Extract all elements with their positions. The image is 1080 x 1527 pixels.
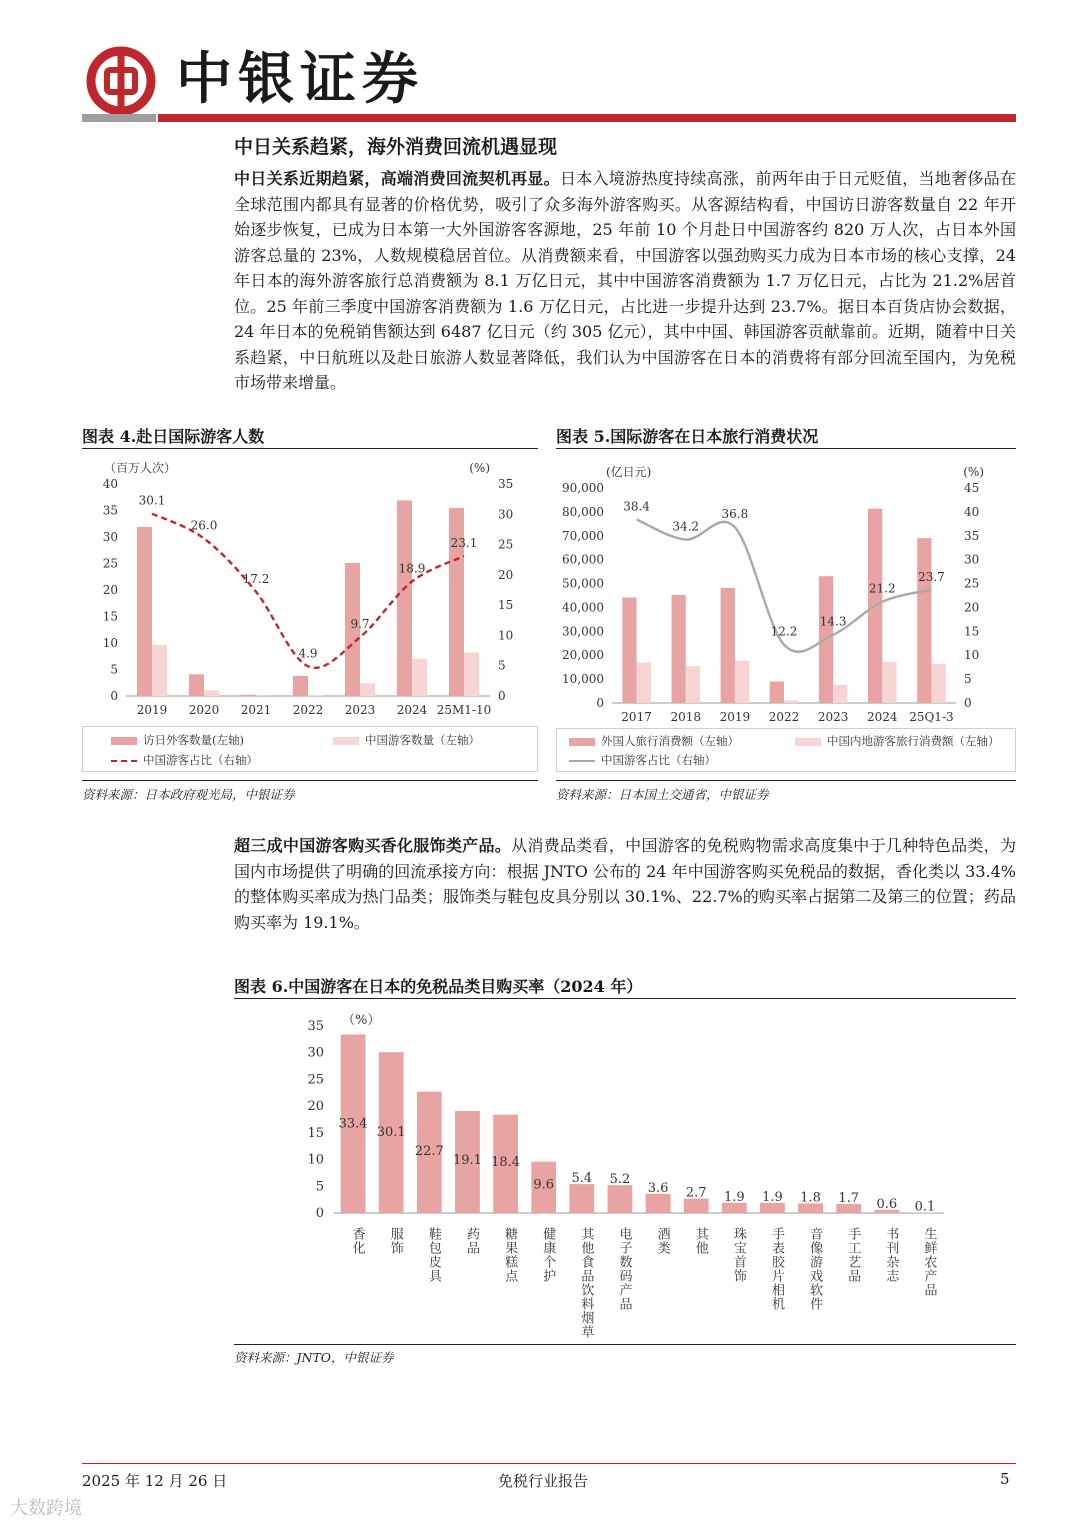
y-tick-right-label: 0 bbox=[498, 689, 506, 703]
y-tick-left-label: 0 bbox=[110, 689, 118, 703]
bar-7 bbox=[608, 1185, 633, 1213]
share-data-label: 14.3 bbox=[819, 614, 847, 629]
footer-title: 免税行业报告 bbox=[498, 1472, 589, 1490]
y-tick-right-label: 35 bbox=[964, 528, 980, 543]
bar-data-label: 1.9 bbox=[723, 1189, 745, 1205]
x-tick-label: 2023 bbox=[344, 703, 376, 717]
paragraph-2-body: 从消费品类看，中国游客的免税购物需求高度集中于几种特色品类，为国内市场提供了明确的回流承接方向：根据 JNTO 公布的 24 年中国游客购买免税品的数据，香化类以 33.4%的整体购买率成为热门品类；服饰类与鞋包皮具分别以 30.1%、22.7%的购买率占据第二及第三的位置；药品购买率为 19.1%。 bbox=[234, 836, 1016, 932]
bar-total-2 bbox=[241, 695, 256, 696]
y-tick-left-label: 5 bbox=[110, 662, 118, 677]
footer-date: 2025 年 12 月 26 日 bbox=[82, 1472, 228, 1490]
bar-china-2 bbox=[735, 661, 749, 703]
bar-8 bbox=[646, 1194, 671, 1213]
y-tick-right-label: 5 bbox=[498, 658, 506, 673]
y-tick-left-label: 25 bbox=[102, 556, 118, 571]
x-tick-label: 25Q1-3 bbox=[909, 710, 954, 724]
y-tick-left-label: 50,000 bbox=[562, 576, 604, 591]
y-tick-right-label: 30 bbox=[964, 552, 980, 567]
bar-data-label: 5.4 bbox=[571, 1171, 593, 1187]
y-tick-label: 15 bbox=[307, 1125, 324, 1141]
y-tick-right-label: 0 bbox=[964, 696, 972, 710]
fig4-legend-swatch-total bbox=[111, 737, 137, 745]
y-tick-left-label: 40,000 bbox=[562, 600, 604, 615]
fig5-legend-item-china: 中国内地游客旅行消费额（左轴） bbox=[795, 733, 1000, 749]
bank-of-china-logo bbox=[86, 46, 156, 116]
y-tick-left-label: 90,000 bbox=[562, 481, 604, 495]
y-tick-right-label: 15 bbox=[964, 624, 980, 639]
share-data-label: 23.7 bbox=[918, 569, 945, 584]
x-tick-label: 2024 bbox=[396, 703, 428, 717]
y-tick-left-label: 20 bbox=[102, 583, 118, 597]
x-tick-label: 2019 bbox=[719, 710, 751, 724]
x-category-label: 生鲜农产品 bbox=[921, 1227, 937, 1297]
x-tick-label: 2022 bbox=[768, 710, 800, 724]
y-tick-left-label: 0 bbox=[596, 696, 604, 710]
share-data-label: 26.0 bbox=[190, 518, 218, 533]
y-tick-left-label: 30 bbox=[102, 530, 118, 544]
bar-total-1 bbox=[672, 595, 686, 703]
x-category-label: 糖果糕点 bbox=[502, 1227, 518, 1283]
bar-china-1 bbox=[204, 690, 219, 696]
fig4-bottom-rule bbox=[82, 780, 538, 781]
bar-data-label: 5.2 bbox=[609, 1172, 631, 1188]
x-category-label: 其他 bbox=[692, 1227, 708, 1255]
y-tick-left-label: 40 bbox=[102, 477, 118, 491]
y-tick-right-label: 20 bbox=[964, 600, 980, 615]
x-category-label: 酒类 bbox=[654, 1227, 670, 1255]
x-category-label: 珠宝首饰 bbox=[730, 1227, 746, 1283]
company-name: 中银证券 bbox=[176, 46, 424, 112]
bar-total-3 bbox=[770, 682, 784, 704]
bar-china-5 bbox=[412, 659, 427, 696]
bar-total-0 bbox=[137, 527, 152, 696]
y-tick-label: 5 bbox=[315, 1179, 324, 1195]
y-axis-left-label: (亿日元) bbox=[606, 465, 652, 479]
bar-data-label: 1.9 bbox=[762, 1189, 783, 1205]
x-category-label: 服饰 bbox=[387, 1227, 403, 1255]
x-category-label: 音像游戏软件 bbox=[807, 1227, 823, 1311]
share-data-label: 34.2 bbox=[672, 519, 700, 534]
y-tick-left-label: 15 bbox=[102, 609, 118, 624]
bar-total-0 bbox=[622, 598, 636, 704]
y-axis-label: （%） bbox=[342, 1013, 381, 1028]
bar-total-2 bbox=[721, 588, 735, 703]
x-category-label: 书刊杂志 bbox=[883, 1227, 899, 1283]
x-category-label: 手表胶片相机 bbox=[768, 1227, 784, 1311]
bar-china-4 bbox=[360, 683, 375, 696]
paragraph-1 bbox=[234, 166, 1016, 396]
y-tick-label: 10 bbox=[307, 1152, 324, 1168]
y-tick-label: 35 bbox=[307, 1019, 324, 1034]
y-axis-left-label: （百万人次） bbox=[104, 461, 177, 475]
paragraph-2-lead: 超三成中国游客购买香化服饰类产品。 bbox=[234, 836, 512, 855]
fig4-legend-swatch-share bbox=[111, 760, 137, 762]
paragraph-1-lead: 中日关系近期趋紧，高端消费回流契机再显。 bbox=[234, 169, 560, 188]
x-tick-label: 2021 bbox=[240, 703, 272, 717]
fig4-legend-item-share: 中国游客占比（右轴） bbox=[111, 752, 258, 768]
y-tick-right-label: 20 bbox=[498, 567, 514, 582]
bar-9 bbox=[684, 1199, 709, 1213]
fig6-bottom-rule bbox=[234, 1344, 1016, 1345]
bar-data-label: 0.1 bbox=[914, 1199, 936, 1215]
bar-6 bbox=[569, 1184, 594, 1213]
fig5-source: 资料来源：日本国土交通省，中银证券 bbox=[556, 787, 769, 802]
x-tick-label: 2017 bbox=[621, 710, 652, 724]
fig5-legend-swatch-share bbox=[569, 760, 595, 762]
fig4-legend-item-total: 访日外客数量(左轴) bbox=[111, 732, 244, 748]
x-category-label: 香化 bbox=[349, 1227, 365, 1255]
bar-total-6 bbox=[917, 538, 931, 703]
y-tick-label: 30 bbox=[307, 1045, 324, 1061]
bar-data-label: 1.7 bbox=[838, 1190, 860, 1206]
fig4-source: 资料来源：日本政府观光局，中银证券 bbox=[82, 787, 295, 802]
fig5-legend-item-total: 外国人旅行消费额（左轴） bbox=[569, 733, 739, 749]
x-tick-label: 2023 bbox=[817, 710, 849, 724]
bar-total-5 bbox=[397, 500, 412, 696]
x-tick-label: 2020 bbox=[188, 703, 220, 717]
y-tick-right-label: 5 bbox=[964, 672, 972, 687]
header-bar-red bbox=[158, 114, 1016, 122]
y-tick-left-label: 30,000 bbox=[562, 624, 604, 639]
y-tick-right-label: 25 bbox=[498, 537, 514, 552]
y-tick-right-label: 10 bbox=[964, 648, 980, 663]
section-title: 中日关系趋紧，海外消费回流机遇显现 bbox=[234, 136, 558, 158]
x-category-label: 健康个护 bbox=[540, 1227, 556, 1283]
share-data-label: 4.9 bbox=[298, 646, 318, 661]
x-category-label: 药品 bbox=[463, 1227, 479, 1255]
bar-china-5 bbox=[882, 662, 896, 703]
share-line bbox=[152, 514, 464, 668]
fig4-title: 图表 4.赴日国际游客人数 bbox=[82, 427, 265, 446]
y-tick-right-label: 30 bbox=[498, 507, 514, 522]
fig4-legend bbox=[82, 726, 538, 772]
fig6-title: 图表 6.中国游客在日本的免税品类目购买率（2024 年） bbox=[234, 977, 643, 996]
fig5-bottom-rule bbox=[556, 780, 1016, 781]
y-tick-right-label: 25 bbox=[964, 576, 980, 591]
bar-china-0 bbox=[637, 663, 651, 704]
y-tick-left-label: 80,000 bbox=[562, 504, 604, 519]
y-tick-left-label: 10 bbox=[102, 636, 118, 650]
share-data-label: 38.4 bbox=[623, 499, 650, 514]
x-tick-label: 2024 bbox=[867, 710, 898, 724]
y-tick-left-label: 70,000 bbox=[562, 528, 604, 543]
y-tick-label: 0 bbox=[315, 1206, 324, 1221]
fig4-rule bbox=[82, 448, 538, 449]
y-tick-left-label: 60,000 bbox=[562, 552, 604, 567]
header-bar-gray bbox=[82, 114, 156, 122]
bar-china-1 bbox=[686, 666, 700, 703]
bar-china-6 bbox=[931, 664, 945, 703]
paragraph-2 bbox=[234, 833, 1016, 935]
fig6-chart bbox=[234, 1004, 1016, 1340]
bar-china-3 bbox=[308, 695, 323, 696]
bar-data-label: 22.7 bbox=[414, 1143, 444, 1159]
bar-data-label: 3.6 bbox=[647, 1180, 669, 1196]
bar-china-4 bbox=[833, 685, 847, 703]
y-tick-label: 25 bbox=[307, 1072, 324, 1088]
bar-data-label: 1.8 bbox=[800, 1190, 821, 1206]
x-tick-label: 2019 bbox=[136, 703, 168, 717]
page-number: 5 bbox=[1000, 1470, 1010, 1488]
bar-total-3 bbox=[293, 676, 308, 696]
fig5-title: 图表 5.国际游客在日本旅行消费状况 bbox=[556, 427, 819, 446]
y-tick-right-label: 35 bbox=[498, 477, 514, 491]
fig6-source: 资料来源：JNTO，中银证券 bbox=[234, 1350, 394, 1365]
bar-data-label: 30.1 bbox=[376, 1124, 406, 1140]
share-data-label: 23.1 bbox=[450, 536, 478, 551]
y-tick-left-label: 35 bbox=[102, 503, 118, 518]
x-category-label: 其他食品饮料烟草 bbox=[578, 1227, 594, 1339]
fig5-rule bbox=[556, 448, 1016, 449]
x-category-label: 手工艺品 bbox=[845, 1227, 861, 1283]
share-data-label: 21.2 bbox=[868, 581, 896, 596]
bar-china-3 bbox=[784, 700, 798, 703]
footer-rule bbox=[82, 1463, 1016, 1464]
bar-data-label: 9.6 bbox=[533, 1177, 555, 1193]
y-axis-right-label: (%) bbox=[963, 465, 984, 479]
share-data-label: 9.7 bbox=[350, 617, 370, 632]
bar-data-label: 19.1 bbox=[452, 1153, 482, 1168]
share-data-label: 36.8 bbox=[721, 507, 749, 522]
share-data-label: 30.1 bbox=[138, 493, 166, 508]
share-data-label: 18.9 bbox=[398, 561, 426, 576]
y-tick-right-label: 15 bbox=[498, 598, 514, 613]
y-tick-label: 20 bbox=[307, 1099, 324, 1115]
fig5-legend-item-share: 中国游客占比（右轴） bbox=[569, 752, 716, 768]
bar-data-label: 2.7 bbox=[685, 1185, 707, 1201]
x-category-label: 鞋包皮具 bbox=[425, 1227, 441, 1283]
fig4-legend-item-china: 中国游客数量（左轴） bbox=[333, 732, 480, 748]
share-data-label: 17.2 bbox=[242, 571, 270, 586]
x-tick-label: 2022 bbox=[292, 703, 324, 717]
y-tick-right-label: 45 bbox=[964, 481, 980, 495]
fig5-legend bbox=[556, 728, 1016, 772]
y-tick-left-label: 20,000 bbox=[562, 648, 604, 663]
share-data-label: 12.2 bbox=[770, 624, 798, 639]
bar-data-label: 0.6 bbox=[876, 1196, 898, 1212]
fig4-chart bbox=[82, 452, 538, 720]
watermark: 大数跨境 bbox=[10, 1498, 82, 1519]
paragraph-1-body: 日本入境游热度持续高涨，前两年由于日元贬值，当地奢侈品在全球范围内都具有显著的价格优势，吸引了众多海外游客购买。从客源结构看，中国访日游客数量自 22 年开始逐步恢复，已成为日本第一大外国游客客源地，25 年前 10 个月赴日中国游客约 820 万人次，占日本外国游客总量的 23%，人数规模稳居首位。从消费额来看，中国游客以强劲购买力成为日本市场的核心支撑，24 年日本的海外游客旅行总消费额为 8.1 万亿日元，其中中国游客消费额为 1.7 万亿日元，占比为 21.2%居首位。25 年前三季度中国游客消费额为 1.6 万亿日元，占比进一步提升达到 23.7%。据日本百货店协会数据，24 年日本的免税销售额达到 6487 亿日元（约 305 亿元），其中中国、韩国游客贡献靠前。近期，随着中日关系趋紧，中日航班以及赴日旅游人数显著降低，我们认为中国游客在日本的消费将有部分回流至国内，为免税市场带来增量。 bbox=[234, 169, 1016, 392]
fig5-legend-swatch-china bbox=[795, 738, 821, 746]
fig6-rule bbox=[234, 998, 1016, 999]
fig4-legend-swatch-china bbox=[333, 737, 359, 745]
fig5-chart bbox=[556, 452, 1016, 726]
y-axis-right-label: (%) bbox=[469, 461, 490, 475]
fig5-legend-swatch-total bbox=[569, 738, 595, 746]
x-tick-label: 2018 bbox=[670, 710, 701, 724]
bar-china-6 bbox=[464, 653, 479, 697]
bar-china-0 bbox=[152, 645, 167, 696]
y-tick-left-label: 10,000 bbox=[562, 672, 604, 687]
bar-data-label: 33.4 bbox=[338, 1116, 368, 1132]
bar-data-label: 18.4 bbox=[491, 1154, 521, 1170]
y-tick-right-label: 10 bbox=[498, 628, 514, 643]
bar-total-1 bbox=[189, 674, 204, 696]
x-tick-label: 25M1-10 bbox=[436, 703, 492, 717]
x-category-label: 电子数码产品 bbox=[616, 1227, 632, 1311]
y-tick-right-label: 40 bbox=[964, 504, 980, 519]
